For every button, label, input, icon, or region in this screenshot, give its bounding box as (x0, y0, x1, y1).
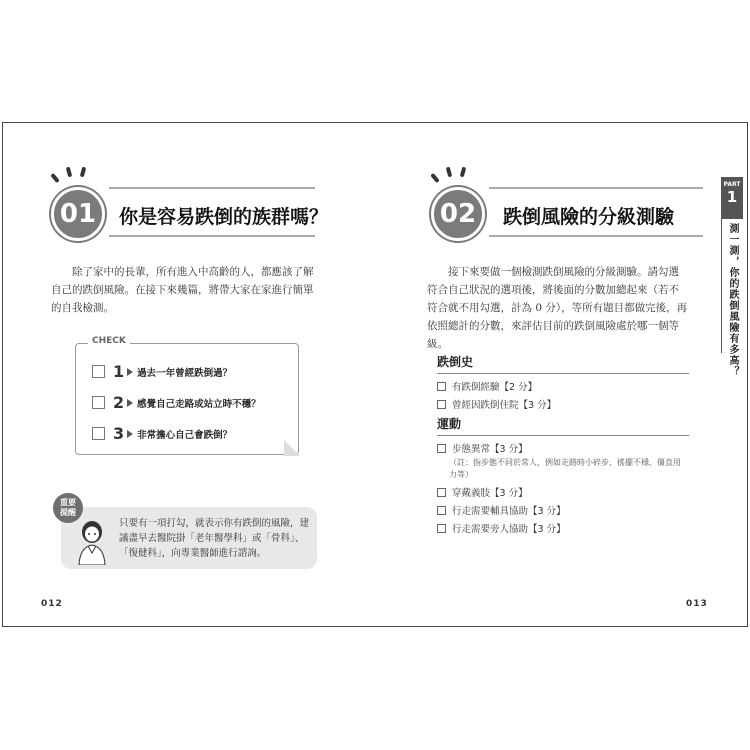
check-item[interactable] (92, 424, 232, 443)
checkbox[interactable] (437, 382, 446, 391)
page-title: 你是容易跌倒的族群嗎？ (119, 206, 329, 228)
right-header (423, 159, 713, 239)
intro-paragraph: 接下來要做一個檢測跌倒風險的分級測驗。請勾選符合自己狀況的選項後，將後面的分數加總起來（若不符合就不用勾選，計為 0 分），等所有題目都做完後，再依照總計的分數，來評估目前的跌倒風險處於哪一個等級。 (427, 266, 688, 350)
option-text: 穿戴義肢【3 分】 (452, 488, 528, 499)
section-divider (437, 435, 689, 436)
item-number: 2 (113, 393, 125, 412)
decor-ray (66, 167, 72, 178)
decor-ray (446, 167, 452, 178)
decor-ray (50, 173, 59, 183)
check-item[interactable] (92, 362, 232, 381)
checkbox[interactable] (437, 488, 446, 497)
item-text: 過去一年曾經跌倒過？ (137, 367, 233, 379)
decor-ray (80, 167, 86, 178)
item-text: 非常擔心自己會跌倒？ (137, 429, 233, 441)
option-item[interactable] (437, 379, 689, 393)
tip-badge-label: 重要提醒 (60, 498, 76, 517)
option-item[interactable] (437, 503, 689, 517)
decor-ray (430, 173, 439, 183)
check-box (75, 336, 299, 455)
checkbox[interactable] (437, 400, 446, 409)
checkbox[interactable] (437, 524, 446, 533)
book-spread (2, 122, 748, 627)
item-text: 感覺自己走路或站立時不穩？ (137, 398, 261, 410)
checkbox[interactable] (92, 427, 105, 440)
page-curl (284, 440, 300, 456)
option-text: 有跌倒經驗【2 分】 (452, 382, 538, 393)
part-title: 測一測，你的跌倒風險有多高？ (727, 223, 738, 377)
page-title: 跌倒風險的分級測驗 (503, 206, 675, 228)
section-title: 跌倒史 (437, 355, 474, 369)
option-note: （註：指步態不同於常人，例如走路時小碎步、搖擺不穩、僵直用力等） (449, 458, 681, 479)
section-title: 運動 (437, 417, 462, 431)
section-fall-history (437, 353, 689, 411)
section-movement (437, 415, 689, 535)
option-text: 行走需要輔具協助【3 分】 (452, 506, 566, 517)
title-rule (109, 187, 315, 189)
tip-text: 只要有一項打勾，就表示你有跌倒的風險，建議盡早去醫院掛「老年醫學科」或「骨科」、「復健科」，向專業醫師進行諮詢。 (119, 518, 310, 559)
item-number: 3 (113, 424, 125, 443)
item-number: 1 (113, 362, 125, 381)
option-item[interactable] (437, 485, 689, 499)
check-label: CHECK (88, 336, 130, 346)
section-number: 02 (439, 199, 477, 229)
checkbox[interactable] (437, 444, 446, 453)
intro-paragraph: 除了家中的長輩，所有進入中高齡的人，都應該了解自己的跌倒風險。在接下來幾篇，將帶大家在家進行簡單的自我檢測。 (51, 266, 314, 314)
title-rule (109, 235, 315, 237)
title-rule (489, 187, 703, 189)
part-label: PART (723, 181, 741, 188)
check-item[interactable] (92, 393, 261, 412)
section-divider (437, 373, 689, 374)
triangle-icon (127, 368, 133, 376)
option-item[interactable] (437, 397, 689, 411)
doctor-icon (75, 519, 109, 565)
option-item[interactable] (437, 441, 689, 455)
left-header (43, 159, 333, 239)
part-tab (721, 177, 743, 219)
part-number: 1 (726, 188, 738, 206)
decor-ray (460, 167, 466, 178)
section-number: 01 (59, 199, 97, 229)
section-number-badge (51, 187, 105, 241)
section-number-badge (431, 187, 485, 241)
checkbox[interactable] (92, 396, 105, 409)
triangle-icon (127, 430, 133, 438)
page-number: 012 (41, 599, 63, 609)
tab-divider (721, 219, 722, 353)
page-number: 013 (686, 599, 708, 609)
checkbox[interactable] (92, 365, 105, 378)
option-text: 步態異常【3 分】 (452, 444, 528, 455)
checkbox[interactable] (437, 506, 446, 515)
option-item[interactable] (437, 521, 689, 535)
option-text: 行走需要旁人協助【3 分】 (452, 524, 566, 535)
option-text: 曾經因跌倒住院【3 分】 (452, 400, 557, 411)
tip-box (60, 498, 317, 569)
triangle-icon (127, 399, 133, 407)
title-rule (489, 235, 703, 237)
